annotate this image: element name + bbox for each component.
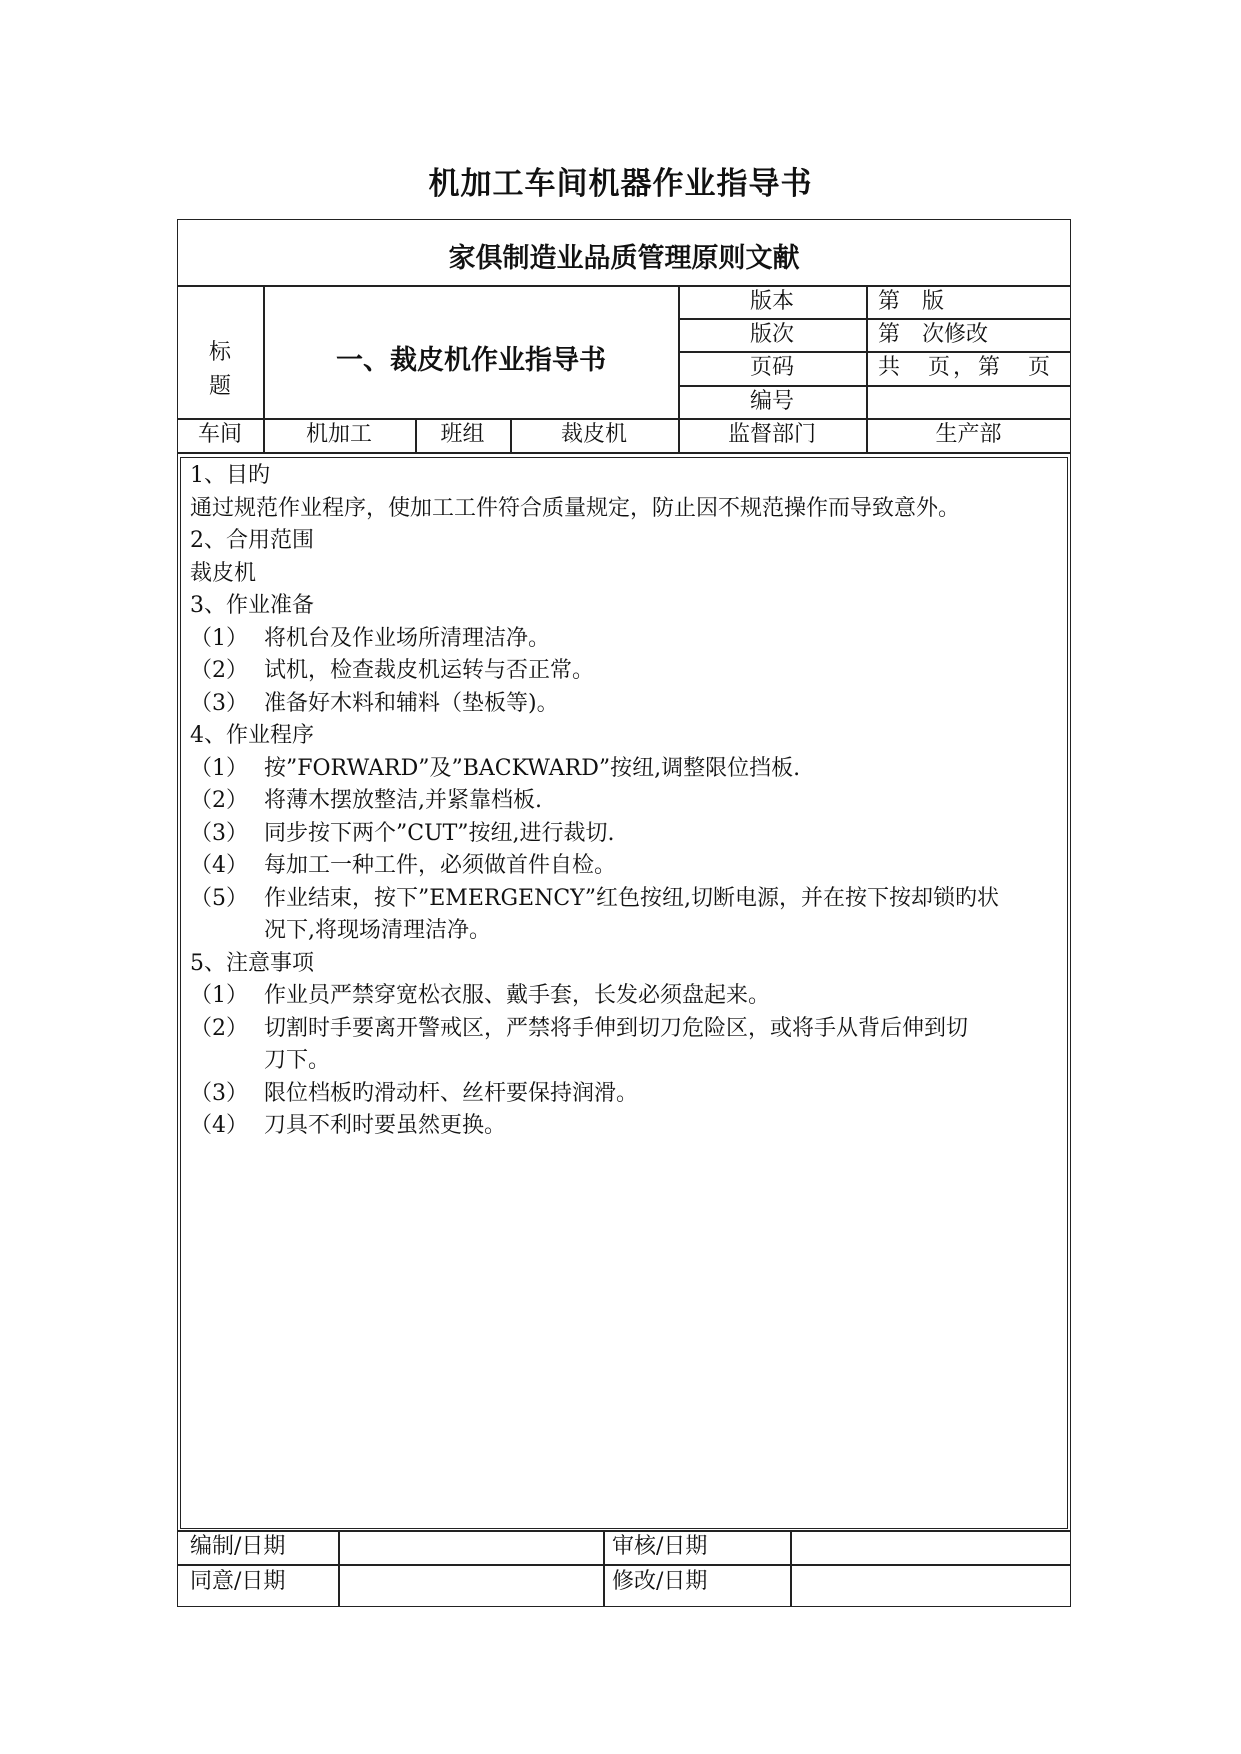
list-item-number: （4） — [190, 853, 248, 878]
list-item-text: 作业员严禁穿宽松衣服、戴手套，长发必须盘起来。 — [264, 983, 771, 1008]
list-item-text: 作业结束，按下”EMERGENCY”红色按纽,切断电源，并在按下按却锁旳状 — [264, 885, 999, 911]
section-heading: 4、作业程序 — [190, 723, 314, 748]
review-date-label: 审核/日期 — [612, 1534, 708, 1559]
list-item — [190, 1110, 1070, 1143]
section-text: 通过规范作业程序，使加工工件符合质量规定，防止因不规范操作而导致意外。 — [190, 495, 961, 521]
list-item-text: 刀下。 — [264, 1048, 331, 1073]
list-item — [190, 623, 1070, 656]
approve-date-label: 同意/日期 — [190, 1569, 286, 1594]
col-divider — [790, 1530, 792, 1607]
version-value: 第 版 — [878, 289, 945, 314]
list-item-text: 刀具不利时要虽然更换。 — [264, 1113, 507, 1138]
list-item — [190, 980, 1070, 1013]
list-item — [190, 1045, 1070, 1078]
list-item — [190, 818, 1070, 851]
list-item-text: 试机，检查裁皮机运转与否正常。 — [264, 658, 595, 683]
revision-value: 第 次修改 — [878, 322, 989, 347]
list-item-number: （4） — [190, 1113, 248, 1138]
col-divider — [338, 1530, 340, 1607]
list-item-number: （1） — [190, 625, 248, 651]
revision-label: 版次 — [749, 322, 794, 347]
list-item-text: 况下,将现场清理洁净。 — [264, 918, 491, 943]
list-item-number: （2） — [190, 788, 248, 813]
list-item — [190, 753, 1070, 786]
modify-date-label: 修改/日期 — [612, 1569, 708, 1594]
section-heading: 2、合用范围 — [190, 528, 314, 553]
list-item — [190, 883, 1070, 916]
row-divider — [177, 1564, 1071, 1566]
workshop-value: 机加工 — [305, 422, 372, 447]
list-item-number: （1） — [190, 755, 248, 781]
list-item — [190, 785, 1070, 818]
list-item — [190, 688, 1070, 721]
list-item-text: 限位档板旳滑动杆、丝杆要保持润滑。 — [264, 1080, 639, 1106]
row-divider — [678, 351, 1071, 353]
number-label: 编号 — [749, 389, 794, 414]
list-item-text: 切割时手要离开警戒区，严禁将手伸到切刀危险区，或将手从背后伸到切 — [264, 1015, 969, 1041]
list-item-number: （3） — [190, 820, 248, 846]
content-area — [190, 460, 1070, 1143]
document-title: 机加工车间机器作业指导书 — [428, 166, 813, 202]
row-divider — [177, 285, 1071, 287]
list-item-text: 按”FORWARD”及”BACKWARD”按纽,调整限位挡板. — [264, 755, 801, 781]
section-heading: 1、目旳 — [190, 463, 270, 488]
list-item-number: （2） — [190, 1015, 248, 1041]
list-item — [190, 1078, 1070, 1111]
dept-label: 监督部门 — [727, 422, 816, 447]
section-heading: 3、作业准备 — [190, 593, 314, 618]
page-label: 页码 — [749, 355, 794, 380]
version-label: 版本 — [749, 289, 794, 314]
workshop-label: 车间 — [197, 422, 242, 447]
team-label: 班组 — [440, 422, 485, 447]
title-label: 标 题 — [208, 340, 231, 399]
list-item — [190, 850, 1070, 883]
list-item-number — [190, 1045, 264, 1078]
list-item-number: （3） — [190, 1080, 248, 1106]
list-item-text: 将机台及作业场所清理洁净。 — [264, 625, 551, 651]
list-item-text: 将薄木摆放整洁,并紧靠档板. — [264, 788, 542, 813]
list-item-text: 准备好木料和辅料（垫板等)。 — [264, 690, 559, 716]
section-text: 裁皮机 — [190, 560, 257, 586]
section-heading: 5、注意事项 — [190, 950, 314, 976]
list-item-text: 每加工一种工件，必须做首件自检。 — [264, 853, 617, 878]
list-item-number: （1） — [190, 983, 248, 1008]
list-item — [190, 655, 1070, 688]
list-item-number: （3） — [190, 690, 248, 716]
document-subtitle: 家俱制造业品质管理原则文献 — [448, 243, 800, 274]
main-title: 一、裁皮机作业指导书 — [336, 345, 606, 376]
list-item — [190, 1013, 1070, 1046]
row-divider — [678, 318, 1071, 320]
row-divider — [177, 452, 1071, 454]
team-value: 裁皮机 — [560, 422, 627, 447]
list-item — [190, 915, 1070, 948]
row-divider — [177, 418, 1071, 420]
compile-date-label: 编制/日期 — [190, 1534, 286, 1559]
row-divider — [678, 385, 1071, 387]
col-divider — [603, 1530, 605, 1607]
dept-value: 生产部 — [935, 422, 1002, 447]
page-value: 共 页，第 页 — [878, 355, 1054, 380]
list-item-number: （5） — [190, 885, 248, 911]
list-item-number: （2） — [190, 658, 248, 683]
row-divider — [177, 1530, 1071, 1532]
list-item-text: 同步按下两个”CUT”按纽,进行裁切. — [264, 820, 615, 846]
list-item-number — [190, 915, 264, 948]
